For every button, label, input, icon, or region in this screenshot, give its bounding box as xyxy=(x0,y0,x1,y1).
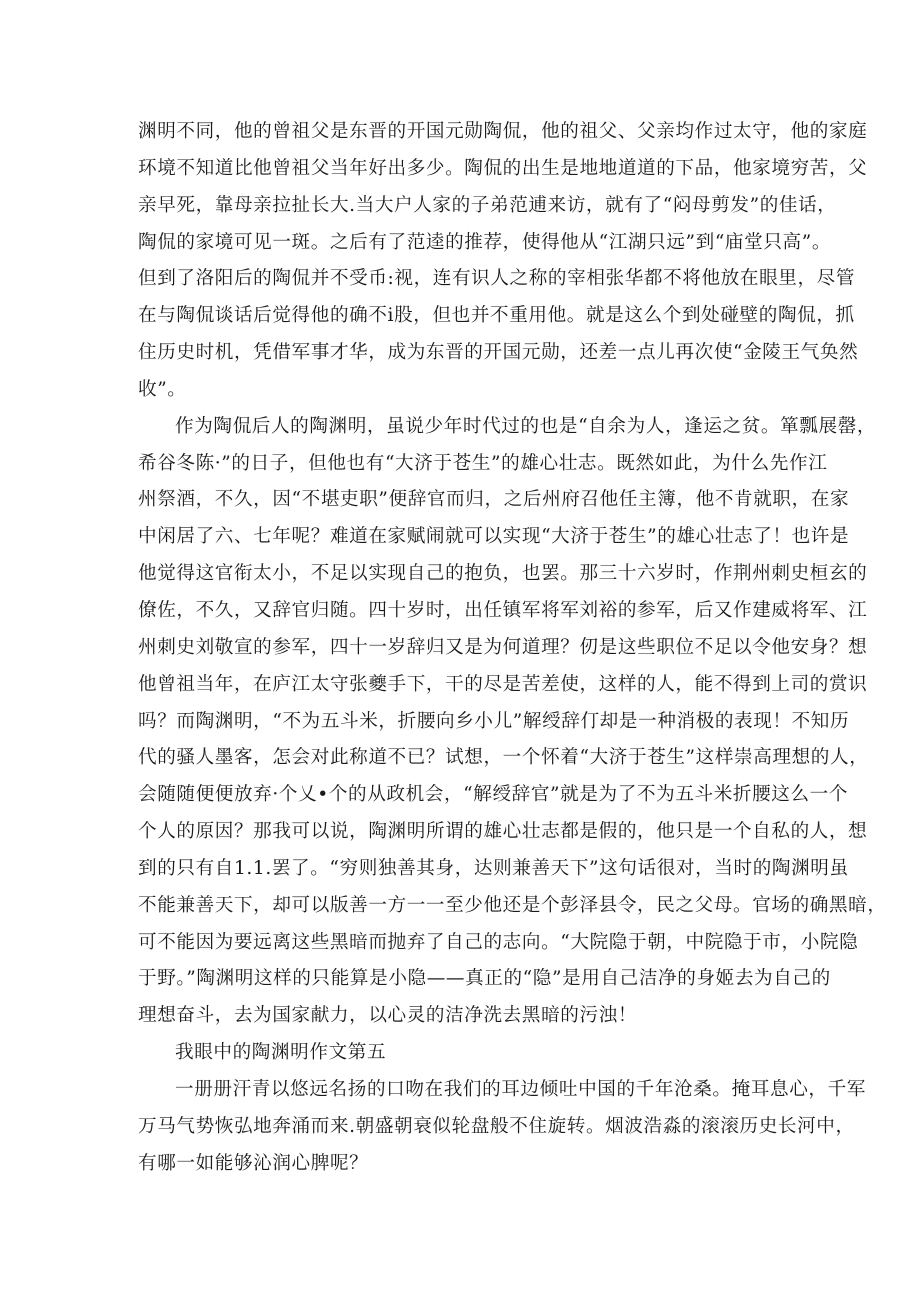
text-line: 作为陶侃后人的陶渊明，虽说少年时代过的也是“自余为人，逢运之贫。箪瓢展罄， xyxy=(175,415,877,437)
text-line: 一册册汗青以悠远名扬的口吻在我们的耳边倾吐中国的千年沧桑。掩耳息心，千军 xyxy=(175,1078,866,1100)
text-line: 他曾祖当年，在庐江太守张夔手下，干的尽是苦差使，这样的人，能不得到上司的赏识 xyxy=(138,673,868,695)
paragraph-1 xyxy=(138,114,868,409)
text-line: 渊明不同，他的曾祖父是东晋的开国元勋陶侃，他的祖父、父亲均作过太守，他的家庭 xyxy=(138,121,868,142)
text-line: 理想奋斗，去为国家献力，以心灵的洁净洗去黑暗的污浊！ xyxy=(138,1005,638,1027)
text-line: 会随随便便放弃·个乂•个的从政机会，“解绶辞官”就是为了不为五斗米折腰这么一个 xyxy=(138,784,849,806)
text-line: 可不能因为要远离这些黑暗而抛弃了自己的志向。“大院隐于朝，中院隐于市，小院隐 xyxy=(138,931,859,953)
text-line: 州刺史刘敬宣的参军，四十一岁辞归又是为何道理？仞是这些职位不足以令他安身？想 xyxy=(138,636,868,658)
text-line: 僚佐，不久，又辞官归随。四十岁时，出任镇军将军刘裕的参军，后又作建威将军、江 xyxy=(138,599,868,621)
text-line: 亲早死，靠母亲拉扯长大.当大户人家的子弟范逋来访，就有了“闷母剪发”的佳话， xyxy=(138,194,837,216)
text-line: 有哪一如能够沁润心脾呢？ xyxy=(138,1152,369,1174)
text-line: 吗？而陶渊明，“不为五斗米，折腰向乡小儿”解绶辞仃却是一种消极的表现！不知历 xyxy=(138,710,850,732)
text-line: 到的只有自1.1.罢了。“穷则独善其身，达则兼善天下”这句话很对，当时的陶渊明虽 xyxy=(138,857,849,879)
text-line: 在与陶侃谈话后觉得他的确不i股，但也并不重用他。就是这么个到处碰壁的陶侃，抓 xyxy=(138,305,855,327)
text-line: 环境不知道比他曾祖父当年好出多少。陶侃的出生是地地道道的下品，他家境穷苦，父 xyxy=(138,157,868,179)
text-line: 代的骚人墨客，怎会对此称道不已？试想，一个怀着“大济于苍生”这样崇高理想的人， xyxy=(138,747,869,769)
document-page xyxy=(138,114,887,1182)
text-line: 陶侃的家境可见一斑。之后有了范逵的推荐，使得他从“江湖只远”到“庙堂只高”。 xyxy=(138,231,832,253)
text-line: 于野。”陶渊明这样的只能算是小隐——真正的“隐”是用自己洁净的身姬去为自己的 xyxy=(138,968,831,990)
text-line: 他觉得这官衔太小，不足以实现自己的抱负，也罢。那三十六岁时，作荆州刺史桓玄的 xyxy=(138,563,868,585)
text-line: 个人的原因？那我可以说，陶渊明所谓的雄心壮志都是假的，他只是一个自私的人，想 xyxy=(138,821,868,843)
section-heading: 我眼中的陶渊明作文第五 xyxy=(175,1042,387,1064)
text-line: 州祭酒，不久，因“不堪吏职”便辞官而归，之后州府召他任主簿，他不肯就职，在家 xyxy=(138,489,850,511)
text-line: 中闲居了六、七年呢？难道在家赋闹就可以实现“大济于苍生”的雄心壮志了！也许是 xyxy=(138,526,850,548)
text-line: 不能兼善天下，却可以版善一方一一至少他还是个彭泽县令，民之父母。官场的确黑暗， xyxy=(138,894,887,916)
text-line: 收”。 xyxy=(138,378,187,400)
paragraph-3 xyxy=(138,1072,866,1183)
text-line: 但到了洛阳后的陶侃并不受币:视，连有识人之称的宰相张华都不将他放在眼里，尽管 xyxy=(138,268,856,290)
text-line: 希谷冬陈·”的日子，但他也有“大济于苍生”的雄心壮志。既然如此，为什么先作江 xyxy=(138,452,828,474)
text-line: 住历史时机，凭借军事才华，成为东晋的开国元勋，还差一点儿再次使“金陵王气奂然 xyxy=(138,342,859,364)
text-line: 万马气势恢弘地奔涌而来.朝盛朝衰似轮盘般不住旋转。烟波浩淼的滚滚历史长河中， xyxy=(138,1115,855,1137)
paragraph-2 xyxy=(138,409,887,1035)
